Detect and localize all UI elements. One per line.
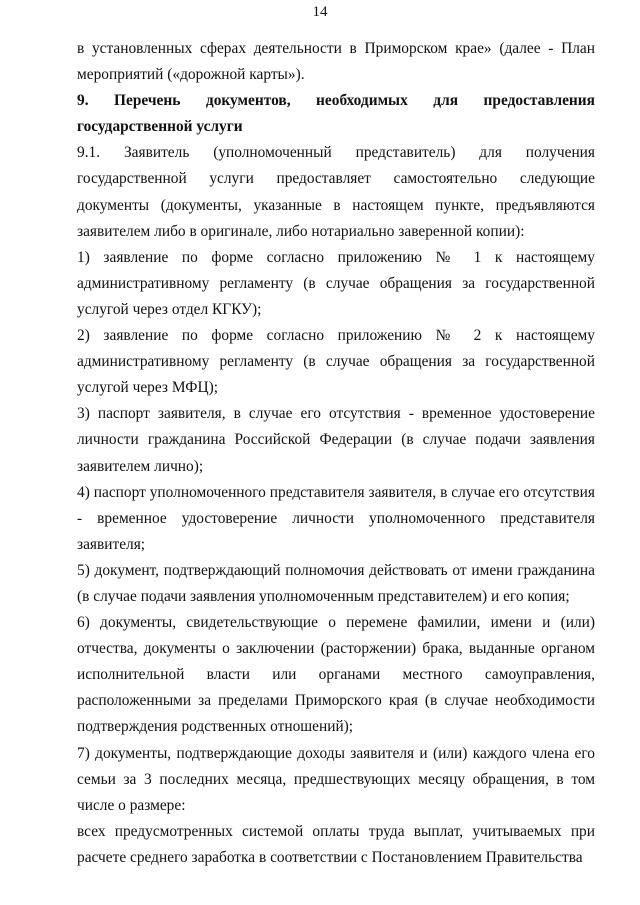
paragraph-payments: всех предусмотренных системой оплаты труда выплат, учитываемых при расчете среднего заработка в соответствии с Постановлением Правительства [77,822,595,866]
list-item-5: 5) документ, подтверждающий полномочия действовать от имени гражданина (в случае подачи заявления уполномоченным представителем) и его копия; [77,561,595,605]
list-item-7: 7) документы, подтверждающие доходы заявителя и (или) каждого члена его семьи за 3 последних месяца, предшествующих месяцу обращения, в том числе о размере: [77,744,595,814]
paragraph-9-1: 9.1. Заявитель (уполномоченный представитель) для получения государственной услуги предоставляет самостоятельно следующие документы (документы, указанные в настоящем пункте, предъявляются заявителем либо в оригинале, либо нотариально заверенной копии): [77,144,595,240]
list-item-2: 2) заявление по форме согласно приложению № 2 к настоящему административному регламенту (в случае обращения за государственной услугой через МФЦ); [77,327,595,397]
paragraph-continuation: в установленных сферах деятельности в Приморском крае» (далее - План мероприятий («дорожной карты»). [77,40,595,84]
page-body [77,36,595,871]
list-item-1: 1) заявление по форме согласно приложению № 1 к настоящему административному регламенту (в случае обращения за государственной услугой через отдел КГКУ); [77,248,595,318]
list-item-3: 3) паспорт заявителя, в случае его отсутствия - временное удостоверение личности гражданина Российской Федерации (в случае подачи заявления заявителем лично); [77,405,595,475]
page-number: 14 [312,4,328,20]
list-item-4: 4) паспорт уполномоченного представителя заявителя, в случае его отсутствия - временное удостоверение личности уполномоченного представителя заявителя; [77,483,595,553]
section-heading: 9. Перечень документов, необходимых для предоставления государственной услуги [77,92,595,136]
list-item-6: 6) документы, свидетельствующие о перемене фамилии, имени и (или) отчества, документы о заключении (расторжении) брака, выданные органом исполнительной власти или органами местного самоуправления, расположенными за пределами Приморского края (в случае необходимости подтверждения родственных отношений); [77,614,595,736]
